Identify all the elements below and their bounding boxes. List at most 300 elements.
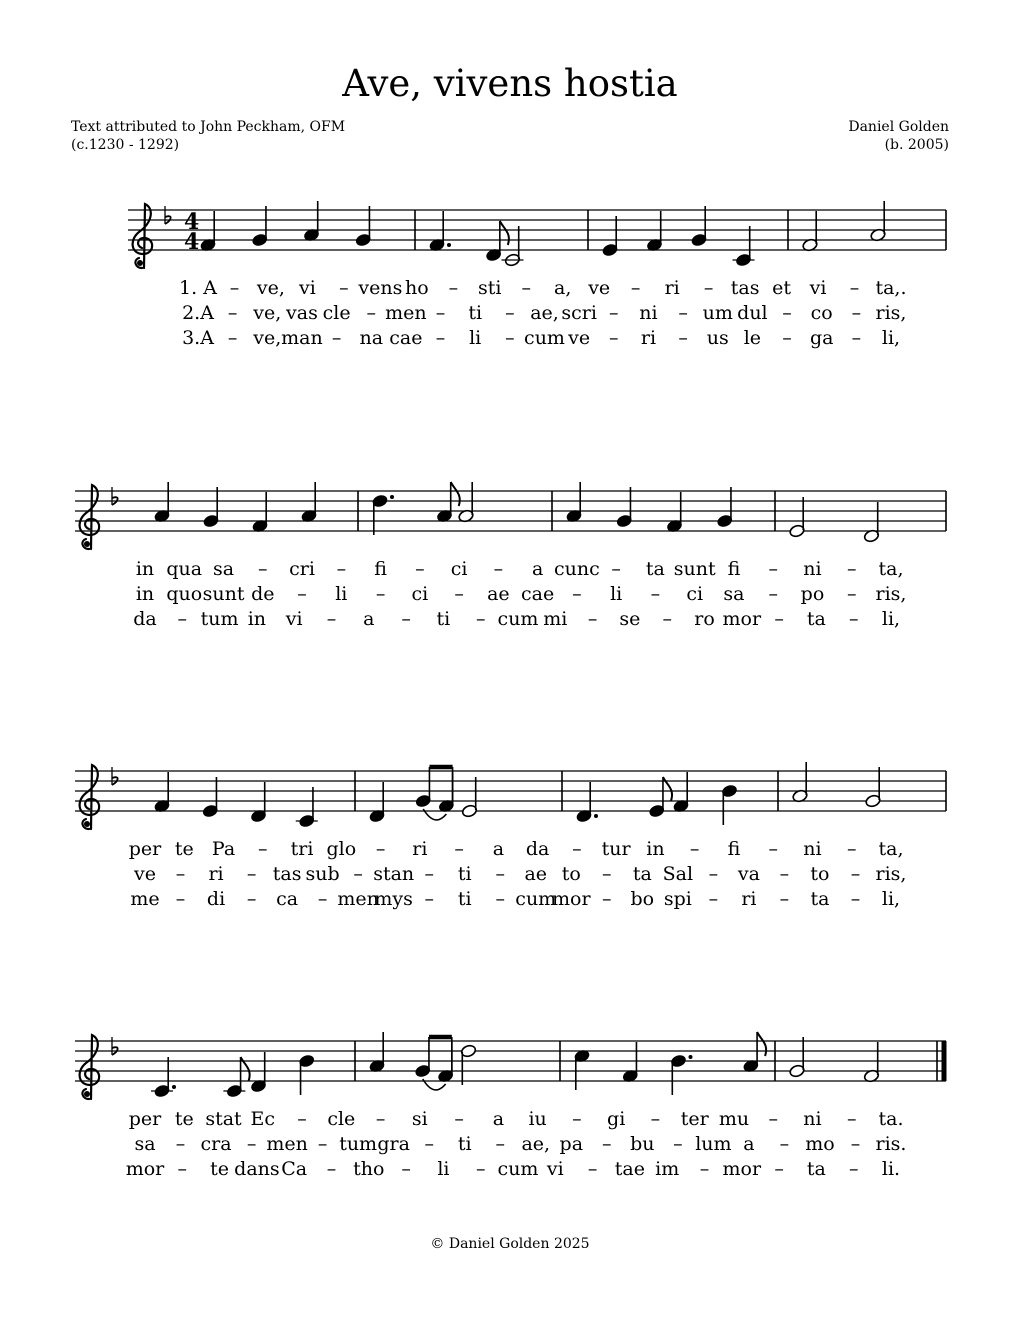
lyric-syllable: tas [730, 277, 760, 299]
lyric-syllable: – [611, 558, 621, 580]
lyric-syllable: tae [614, 1158, 646, 1180]
lyric-syllable: tum [200, 608, 239, 630]
lyric-syllable: – [768, 838, 778, 860]
lyric-syllable: li [610, 583, 623, 605]
lyric-syllable: – [353, 863, 363, 885]
lyric-syllable: sunt [202, 583, 245, 605]
flag [451, 482, 460, 506]
lyric-line [130, 888, 900, 910]
lyric-syllable: – [175, 888, 186, 910]
lyric-syllable: mu [718, 1108, 750, 1130]
clef-stroke [80, 1035, 100, 1099]
lyric-syllable: ti [436, 608, 451, 630]
lyric-syllable: – [708, 863, 719, 885]
flat-icon [112, 767, 118, 785]
lyric-syllable: – [703, 277, 714, 299]
lyric-syllable: – [246, 1133, 257, 1155]
lyric-syllable: – [401, 1158, 411, 1180]
note [461, 777, 478, 818]
lyric-syllable: – [326, 608, 337, 630]
lyric-syllable: – [505, 302, 515, 324]
lyric-syllable: – [572, 583, 582, 605]
lyric-syllable: ta, [878, 838, 904, 860]
lyric-line [136, 558, 904, 580]
lyric-syllable: mi [543, 608, 568, 630]
lyric-syllable: – [331, 327, 342, 349]
lyric-syllable: cle [322, 302, 351, 324]
lyric-syllable: bo [630, 888, 655, 910]
lyric-syllable: – [587, 1158, 598, 1180]
lyric-syllable: fi [727, 838, 741, 860]
lyricist-name: Text attributed to John Peckham, OFM [71, 119, 346, 135]
note [733, 226, 755, 267]
lyric-syllable: – [846, 1108, 857, 1130]
note [298, 1054, 315, 1095]
lyric-syllable: Ca [281, 1158, 308, 1180]
treble-clef-icon [133, 204, 153, 268]
note [252, 492, 269, 533]
lyric-syllable: – [175, 1133, 186, 1155]
lyric-syllable: ti [457, 1133, 472, 1155]
lyric-syllable: – [630, 277, 641, 299]
lyric-syllable: – [850, 1133, 861, 1155]
lyric-syllable: ci [450, 558, 468, 580]
lyric-syllable: li [469, 327, 482, 349]
lyric-syllable: ta [810, 888, 830, 910]
lyric-syllable: Pa [211, 838, 236, 860]
lyric-syllable: cae [521, 583, 555, 605]
dot [390, 495, 394, 499]
lyric-syllable: ca [276, 888, 299, 910]
lyric-syllable: – [689, 838, 700, 860]
lyric-syllable: po [800, 583, 825, 605]
lyric-syllable: – [246, 863, 257, 885]
treble-clef-icon [80, 765, 100, 829]
lyric-syllable: stan [373, 863, 415, 885]
lyric-syllable: – [848, 1158, 859, 1180]
lyric-syllable: ve [588, 277, 611, 299]
time-sig-denominator: 4 [184, 229, 200, 255]
lyric-syllable: tho [353, 1158, 385, 1180]
lyric-syllable: – [848, 608, 859, 630]
lyric-syllable: men [266, 1133, 308, 1155]
note [743, 1032, 760, 1073]
music-system [75, 771, 946, 811]
lyric-syllable: a [492, 1108, 505, 1130]
lyric-syllable: 1. A [179, 277, 217, 299]
lyric-syllable: sa [723, 583, 745, 605]
lyric-syllable: mo [805, 1133, 835, 1155]
lyric-syllable: – [673, 1133, 683, 1155]
lyric-syllable: – [678, 327, 688, 349]
lyric-syllable: – [846, 838, 857, 860]
lyric-syllable: – [782, 327, 792, 349]
lyric-line [129, 1108, 904, 1130]
lyric-syllable: in [646, 838, 665, 860]
lyric-syllable: – [768, 1108, 778, 1130]
lyric-syllable: glo [326, 838, 357, 860]
lyric-syllable: ta. [878, 1108, 904, 1130]
note [200, 211, 217, 252]
lyric-syllable: a [492, 838, 505, 860]
lyric-syllable: – [521, 277, 532, 299]
note [460, 1044, 477, 1085]
note [203, 487, 220, 528]
lyric-syllable: ae [487, 583, 510, 605]
lyric-line [126, 1158, 900, 1180]
lyric-syllable: – [662, 608, 672, 630]
lyric-syllable: – [175, 863, 186, 885]
lyric-syllable: cri [289, 558, 315, 580]
lyric-syllable: cum [497, 1158, 539, 1180]
lyric-syllable: ri [640, 327, 657, 349]
time-signature [184, 209, 199, 255]
lyric-syllable: ter [680, 1108, 709, 1130]
lyricist-dates: (c.1230 - 1292) [71, 137, 180, 153]
note [789, 1037, 806, 1078]
lyric-syllable: ae, [521, 1133, 551, 1155]
lyric-syllable: tas [272, 863, 302, 885]
lyric-syllable: li, [881, 888, 901, 910]
lyric-syllable: – [435, 302, 446, 324]
lyric-syllable: ta [806, 608, 826, 630]
lyric-syllable: – [851, 327, 862, 349]
lyric-syllable: a [531, 558, 544, 580]
lyric-syllable: – [227, 327, 238, 349]
lyric-syllable: – [177, 1158, 188, 1180]
lyric-syllable: ta [632, 863, 652, 885]
treble-clef-icon [80, 485, 100, 549]
note [716, 487, 733, 528]
note [648, 777, 665, 818]
lyric-syllable: per [128, 1108, 162, 1130]
music-system [75, 1041, 946, 1081]
lyric-syllable: cra [200, 1133, 232, 1155]
lyric-syllable: de [251, 583, 275, 605]
clef-stroke [133, 204, 153, 268]
lyric-syllable: – [424, 888, 434, 910]
lyric-syllable: men [385, 302, 427, 324]
lyric-syllable: to [561, 863, 581, 885]
lyric-line [182, 327, 900, 349]
note [223, 1057, 245, 1098]
note [673, 772, 690, 813]
lyric-syllable: tur [601, 838, 631, 860]
lyric-line [134, 1133, 906, 1155]
lyric-syllable: di [206, 888, 226, 910]
lyric-syllable: sa [212, 558, 235, 580]
lyric-syllable: – [454, 583, 464, 605]
flag [500, 221, 509, 245]
lyric-syllable: Ec [250, 1108, 276, 1130]
lyric-syllable: li [437, 1158, 450, 1180]
note [622, 1042, 639, 1083]
lyric-syllable: ta [806, 1158, 826, 1180]
note [666, 492, 683, 533]
clef-dot [137, 260, 143, 266]
lyric-syllable: scri [561, 302, 597, 324]
lyric-syllable: – [317, 888, 328, 910]
lyric-syllable: – [317, 1133, 328, 1155]
lyric-syllable: gi [607, 1108, 626, 1130]
note [154, 482, 171, 523]
lyric-syllable: ae, [530, 302, 559, 324]
lyric-syllable: pa [559, 1133, 584, 1155]
lyric-syllable: in [247, 608, 267, 630]
lyric-syllable: – [699, 1158, 710, 1180]
lyric-syllable: – [851, 302, 862, 324]
lyric-line [133, 608, 900, 630]
lyric-syllable: cum [524, 327, 565, 349]
note [721, 784, 738, 825]
lyric-syllable: quo [166, 583, 203, 605]
dot [172, 1085, 176, 1089]
lyric-syllable: – [779, 863, 790, 885]
lyric-syllable: – [495, 863, 505, 885]
note [802, 211, 819, 252]
lyric-syllable: ri [664, 277, 680, 299]
lyric-syllable: qua [166, 558, 203, 580]
lyric-syllable: et [772, 277, 792, 299]
clef-dot [84, 821, 90, 827]
lyric-syllable: – [587, 608, 598, 630]
lyric-syllable: – [258, 838, 268, 860]
lyric-syllable: ro [694, 608, 715, 630]
note [301, 482, 318, 523]
lyric-syllable: – [768, 583, 778, 605]
lyric-syllable: – [493, 558, 504, 580]
lyric-syllable: a, [554, 277, 572, 299]
lyric-syllable: – [454, 838, 464, 860]
lyric-syllable: – [650, 1108, 661, 1130]
lyric-syllable: ci [686, 583, 704, 605]
lyric-syllable: – [454, 1108, 464, 1130]
lyric-syllable: – [326, 1158, 337, 1180]
lyric-syllable: ve, [253, 327, 282, 349]
lyric-syllable: – [846, 583, 857, 605]
lyric-syllable: iu [528, 1108, 547, 1130]
note [414, 1037, 431, 1078]
lyric-syllable: ris, [875, 583, 907, 605]
note [870, 201, 887, 242]
lyric-syllable: mor [125, 1158, 165, 1180]
lyric-syllable: – [609, 302, 619, 324]
treble-clef-icon [80, 1035, 100, 1099]
lyric-syllable: – [424, 1133, 434, 1155]
lyric-syllable: fi [374, 558, 387, 580]
lyric-syllable: 3.A [182, 327, 214, 349]
lyric-syllable: vi [299, 277, 316, 299]
note [355, 206, 372, 247]
lyric-syllable: cum [497, 608, 539, 630]
lyric-syllable: – [415, 558, 425, 580]
lyric-syllable: sub [305, 863, 340, 885]
lyric-syllable: – [495, 888, 505, 910]
lyric-syllable: stat [205, 1108, 242, 1130]
note [296, 787, 318, 828]
lyric-syllable: tri [290, 838, 314, 860]
lyric-syllable: – [424, 863, 434, 885]
note [372, 494, 394, 535]
lyric-syllable: im [655, 1158, 680, 1180]
composer-dates: (b. 2005) [884, 137, 949, 153]
lyric-syllable: vi [285, 608, 303, 630]
lyric-syllable: – [505, 327, 515, 349]
lyric-syllable: li. [881, 1158, 901, 1180]
note [566, 482, 583, 523]
time-sig-numerator: 4 [184, 209, 200, 235]
lyric-syllable: ni [803, 1108, 822, 1130]
note [415, 767, 432, 808]
lyric-line [179, 277, 906, 299]
note [691, 206, 708, 247]
lyric-syllable: ve [134, 863, 156, 885]
note [485, 221, 502, 262]
lyric-line [129, 838, 904, 860]
note [303, 201, 320, 242]
lyric-syllable: spi [663, 888, 692, 910]
lyric-syllable: vens [358, 277, 403, 299]
note [574, 1049, 591, 1090]
music-system [128, 210, 946, 250]
page-title: Ave, vivens hostia [342, 62, 678, 105]
note [202, 777, 219, 818]
lyric-syllable: ci [411, 583, 429, 605]
lyric-syllable: us [706, 327, 729, 349]
lyric-syllable: ve, [256, 277, 285, 299]
lyric-syllable: te [174, 838, 194, 860]
lyric-syllable: ti [457, 863, 472, 885]
lyric-syllable: – [366, 302, 376, 324]
note [576, 782, 598, 823]
lyric-syllable: se [619, 608, 641, 630]
lyric-syllable: in [135, 558, 155, 580]
lyric-syllable: – [297, 1108, 307, 1130]
note [369, 1032, 386, 1073]
lyric-syllable: ti [468, 302, 483, 324]
lyric-syllable: li, [881, 608, 901, 630]
lyric-syllable: – [435, 327, 446, 349]
lyric-syllable: – [782, 302, 792, 324]
lyric-syllable: a [743, 1133, 755, 1155]
lyric-syllable: si [411, 1108, 428, 1130]
lyric-syllable: – [572, 1108, 582, 1130]
lyric-syllable: – [846, 558, 857, 580]
lyric-syllable: fi [727, 558, 741, 580]
flat-icon [165, 206, 171, 224]
lyric-syllable: ris. [875, 1133, 907, 1155]
lyric-syllable: le [743, 327, 762, 349]
note [154, 772, 171, 813]
lyric-syllable: – [229, 277, 240, 299]
lyric-syllable: vi [809, 277, 827, 299]
copyright-notice: © Daniel Golden 2025 [430, 1236, 590, 1252]
lyric-syllable: 2.A [182, 302, 214, 324]
dot [594, 814, 598, 818]
lyric-syllable: – [475, 608, 486, 630]
lyric-syllable: ni [639, 302, 658, 324]
lyric-syllable: gra [377, 1133, 410, 1155]
lyric-syllable: li [335, 583, 348, 605]
lyric-syllable: – [850, 863, 861, 885]
lyric-syllable: – [850, 888, 861, 910]
lyric-syllable: sunt [673, 558, 716, 580]
lyric-syllable: na [359, 327, 384, 349]
dot [689, 1055, 693, 1059]
note [151, 1057, 176, 1098]
dot [447, 243, 451, 247]
note [602, 216, 619, 257]
lyric-syllable: ae [524, 863, 548, 885]
lyric-syllable: dul [737, 302, 768, 324]
note [250, 782, 267, 823]
lyric-syllable: co [810, 302, 833, 324]
lyric-syllable: – [774, 608, 784, 630]
lyric-syllable: – [227, 302, 238, 324]
clef-stroke [80, 765, 100, 829]
composer-name: Daniel Golden [848, 119, 949, 135]
clef-dot [84, 1091, 90, 1097]
lyric-syllable: mor [722, 608, 762, 630]
lyric-syllable: vas [286, 302, 318, 324]
lyric-syllable: ri [208, 863, 224, 885]
lyric-syllable: te [210, 1158, 230, 1180]
lyric-syllable: – [448, 277, 459, 299]
lyric-syllable: ta [645, 558, 665, 580]
lyric-syllable: ve [568, 327, 591, 349]
note [865, 767, 882, 808]
note [502, 226, 524, 267]
clef-stroke [80, 485, 100, 549]
lyric-syllable: – [177, 608, 188, 630]
note [369, 782, 386, 823]
lyric-syllable: ho [404, 277, 429, 299]
flat-icon [112, 1037, 118, 1055]
lyric-syllable: – [495, 1133, 505, 1155]
lyric-syllable: mor [722, 1158, 762, 1180]
lyric-syllable: mor [552, 888, 591, 910]
lyric-syllable: mys [374, 888, 413, 910]
lyric-syllable: – [339, 277, 349, 299]
lyric-syllable: – [375, 583, 386, 605]
lyric-line [182, 302, 906, 324]
lyric-syllable: – [708, 888, 719, 910]
lyric-syllable: vi [546, 1158, 564, 1180]
lyric-syllable: te [174, 1108, 194, 1130]
lyric-syllable: – [602, 888, 612, 910]
clef-dot [84, 541, 90, 547]
lyric-syllable: – [650, 583, 661, 605]
lyric-syllable: – [779, 888, 790, 910]
lyric-syllable: ri [412, 838, 428, 860]
lyric-syllable: a [363, 608, 375, 630]
flag [757, 1032, 766, 1056]
lyric-syllable: ni [803, 558, 822, 580]
lyric-syllable: da [525, 838, 550, 860]
note [616, 487, 633, 528]
lyric-syllable: da [133, 608, 157, 630]
lyric-syllable: cum [515, 888, 557, 910]
note [863, 1042, 880, 1083]
lyric-syllable: me [130, 888, 160, 910]
lyric-syllable: – [246, 888, 257, 910]
note [429, 211, 451, 252]
lyric-syllable: dans [234, 1158, 280, 1180]
lyric-syllable: ve, [253, 302, 282, 324]
lyric-syllable: – [768, 558, 778, 580]
lyric-syllable: va [737, 863, 760, 885]
lyric-syllable: Sal [662, 863, 694, 885]
